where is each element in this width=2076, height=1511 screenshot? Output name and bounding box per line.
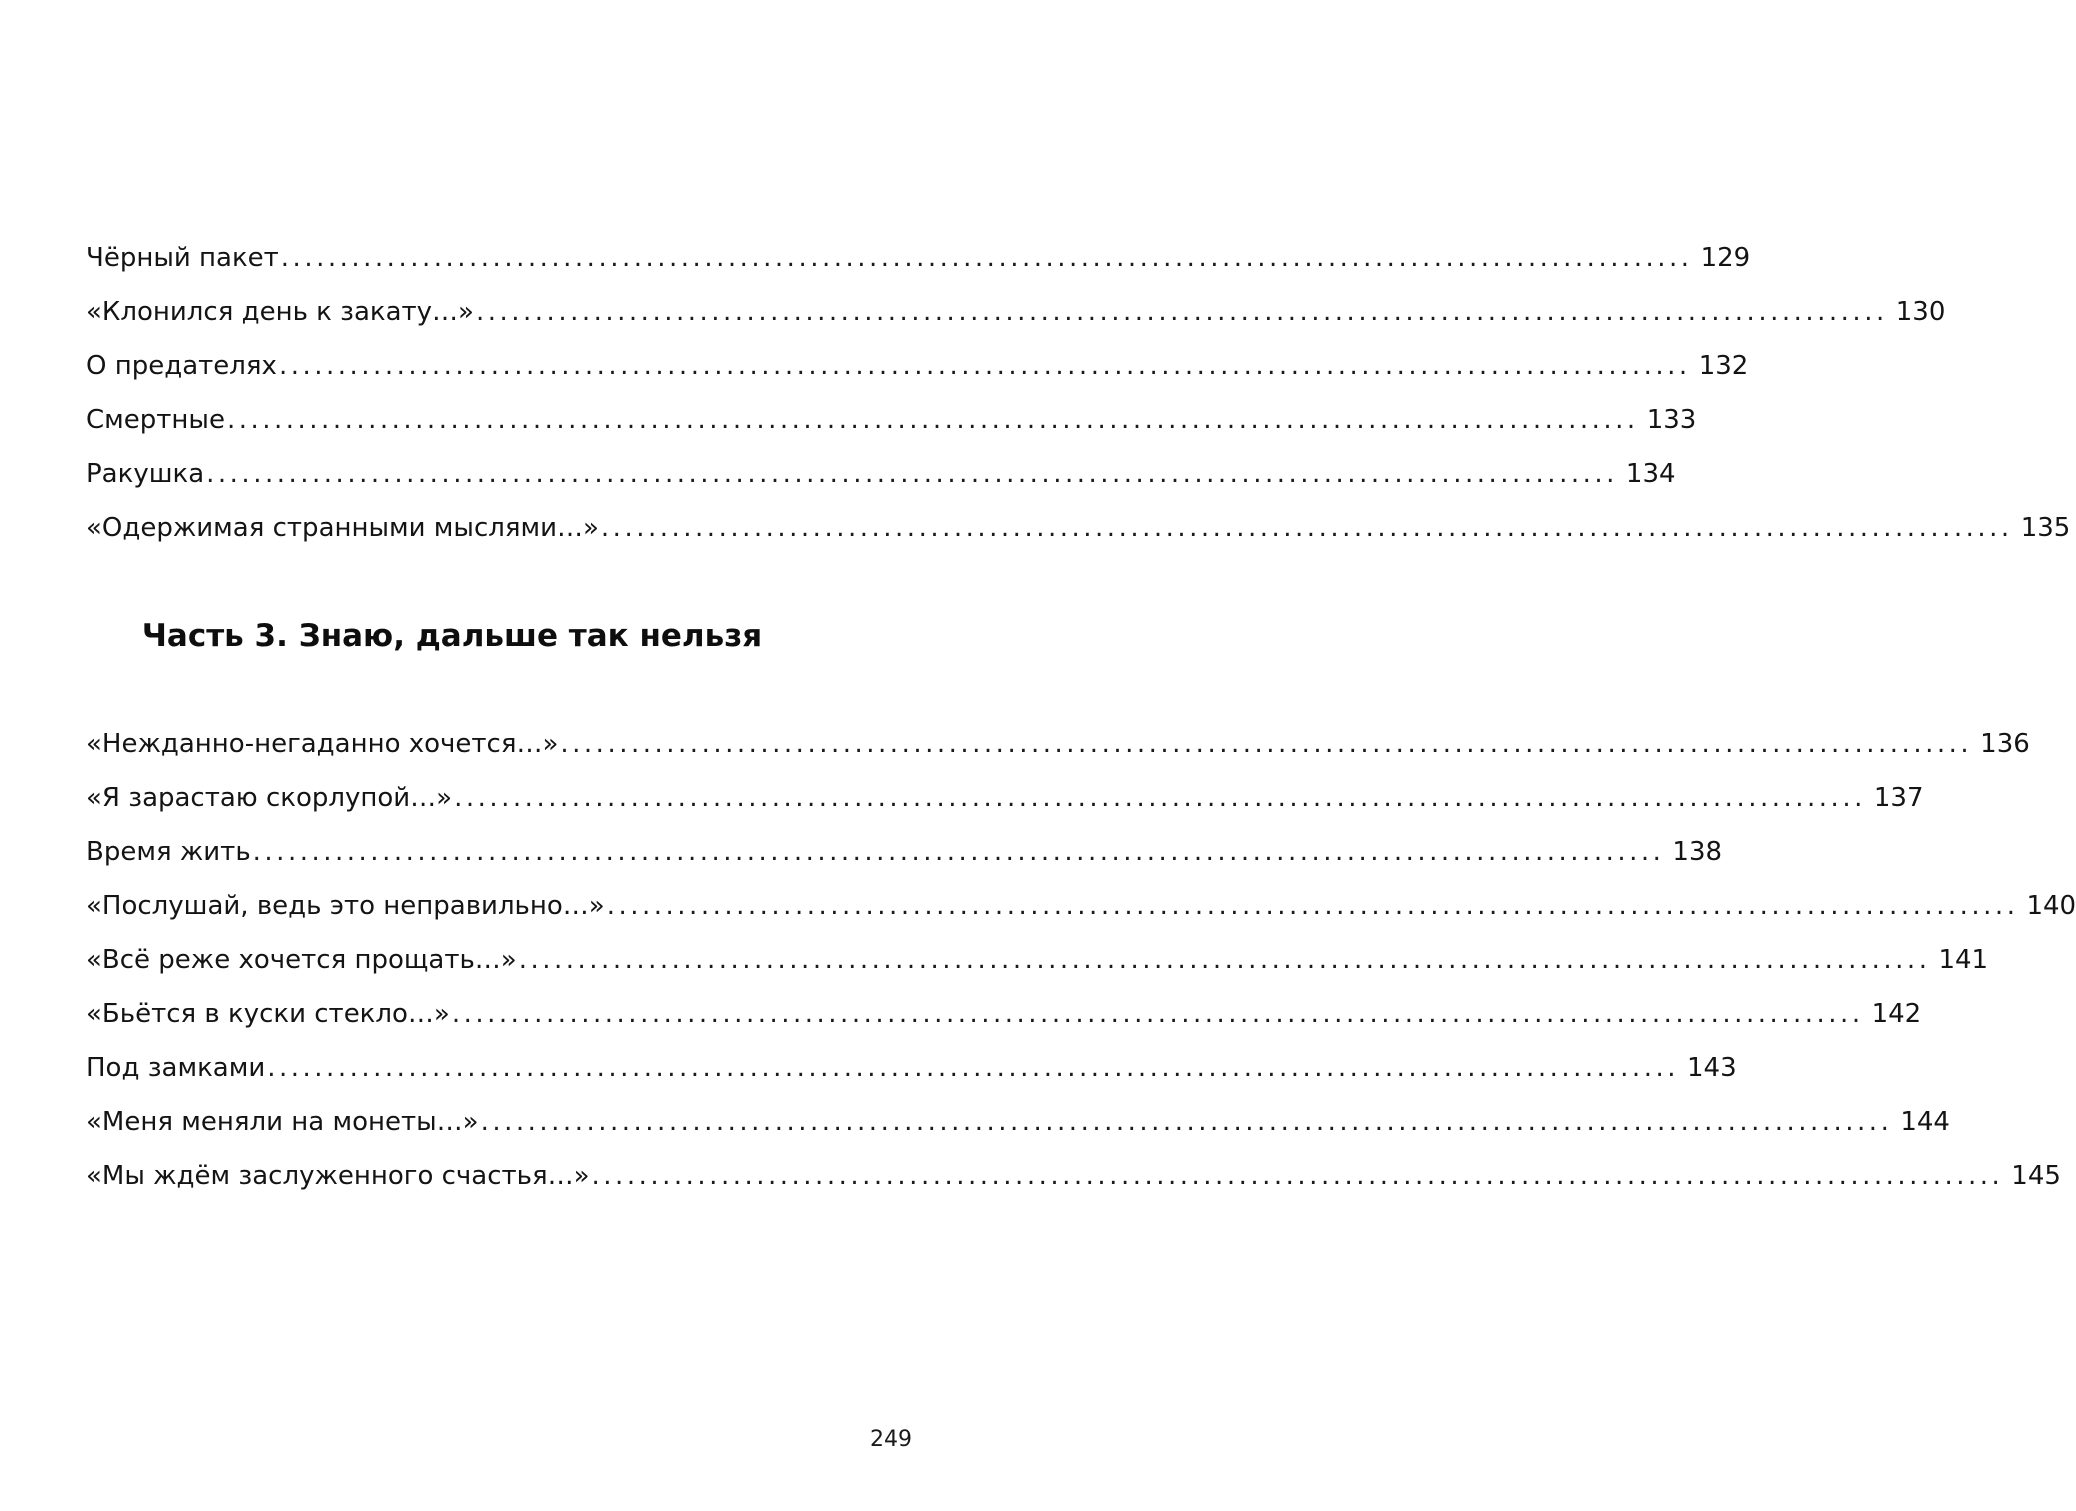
- toc-entry-page: 130: [1895, 297, 1946, 327]
- dot-leader: ........................................................................................................................: [280, 243, 1693, 273]
- toc-entry-page: 140: [2026, 891, 2076, 921]
- toc-entry[interactable]: [86, 1048, 1737, 1102]
- dot-leader: ........................................................................................................................: [518, 945, 1931, 975]
- toc-entry[interactable]: [86, 292, 1946, 346]
- toc-entry[interactable]: [86, 238, 1751, 292]
- toc-entry-page: 142: [1871, 999, 1922, 1029]
- toc-entry-page: 134: [1625, 459, 1676, 489]
- dot-leader: ........................................................................................................................: [451, 999, 1864, 1029]
- toc-entry-title: «Я зарастаю скорлупой…»: [86, 783, 453, 813]
- toc-entry-page: 145: [2011, 1161, 2061, 1191]
- toc-entry[interactable]: [86, 508, 2071, 562]
- dot-leader: ........................................................................................................................: [606, 891, 2019, 921]
- part-heading: Часть 3. Знаю, дальше так нельзя: [141, 618, 763, 654]
- toc-entry-title: «Нежданно-негаданно хочется…»: [86, 729, 559, 759]
- toc-entry-page: 138: [1672, 837, 1723, 867]
- toc-entry-title: «Всё реже хочется прощать…»: [86, 945, 517, 975]
- toc-entry-title: «Мы ждём заслуженного счастья…»: [86, 1161, 590, 1191]
- toc-entry-page: 137: [1873, 783, 1924, 813]
- toc-entry[interactable]: [86, 994, 1922, 1048]
- toc-entry-title: «Клонился день к закату…»: [86, 297, 474, 327]
- toc-entry[interactable]: [86, 832, 1723, 886]
- dot-leader: ........................................................................................................................: [267, 1053, 1679, 1083]
- toc-entry-title: «Одержимая странными мыслями…»: [86, 513, 599, 543]
- toc-entry-title: Чёрный пакет: [86, 243, 279, 273]
- dot-leader: ........................................................................................................................: [475, 297, 1888, 327]
- toc-entry-title: Под замками: [86, 1053, 266, 1083]
- toc-entry-page: 136: [1980, 729, 2030, 759]
- toc-entry-title: Смертные: [86, 405, 225, 435]
- toc-entry-page: 135: [2020, 513, 2071, 543]
- toc-entry-title: Время жить: [86, 837, 251, 867]
- dot-leader: ........................................................................................................................: [591, 1161, 2004, 1191]
- toc-entry-page: 133: [1646, 405, 1697, 435]
- toc-entry-title: «Бьётся в куски стекло…»: [86, 999, 450, 1029]
- toc-entry[interactable]: [86, 724, 2030, 778]
- toc-entry[interactable]: [86, 400, 1697, 454]
- toc-entry[interactable]: [86, 1102, 1950, 1156]
- dot-leader: ........................................................................................................................: [560, 729, 1973, 759]
- dot-leader: ........................................................................................................................: [206, 459, 1618, 489]
- toc-entry-title: «Меня меняли на монеты…»: [86, 1107, 479, 1137]
- toc-entry-page: 129: [1700, 243, 1751, 273]
- toc-entry-page: 132: [1698, 351, 1749, 381]
- toc-entry[interactable]: [86, 778, 1924, 832]
- toc-entry[interactable]: [86, 346, 1749, 400]
- toc-entry-page: 141: [1938, 945, 1989, 975]
- toc-entry-title: «Послушай, ведь это неправильно…»: [86, 891, 605, 921]
- toc-entry-title: О предателях: [86, 351, 277, 381]
- toc-entry[interactable]: [86, 454, 1676, 508]
- toc-list-part2-tail: [86, 238, 2071, 562]
- toc-entry[interactable]: [86, 886, 2076, 940]
- dot-leader: ........................................................................................................................: [226, 405, 1639, 435]
- toc-entry-page: 144: [1900, 1107, 1950, 1137]
- dot-leader: ........................................................................................................................: [278, 351, 1691, 381]
- dot-leader: ........................................................................................................................: [600, 513, 2013, 543]
- toc-entry-page: 143: [1687, 1053, 1737, 1083]
- dot-leader: ........................................................................................................................: [480, 1107, 1893, 1137]
- toc-entry[interactable]: [86, 940, 1989, 994]
- toc-list-part3: [86, 724, 2076, 1210]
- dot-leader: ........................................................................................................................: [252, 837, 1665, 867]
- page-number: 249: [870, 1427, 912, 1452]
- toc-entry-title: Ракушка: [86, 459, 205, 489]
- toc-entry[interactable]: [86, 1156, 2061, 1210]
- dot-leader: ........................................................................................................................: [454, 783, 1866, 813]
